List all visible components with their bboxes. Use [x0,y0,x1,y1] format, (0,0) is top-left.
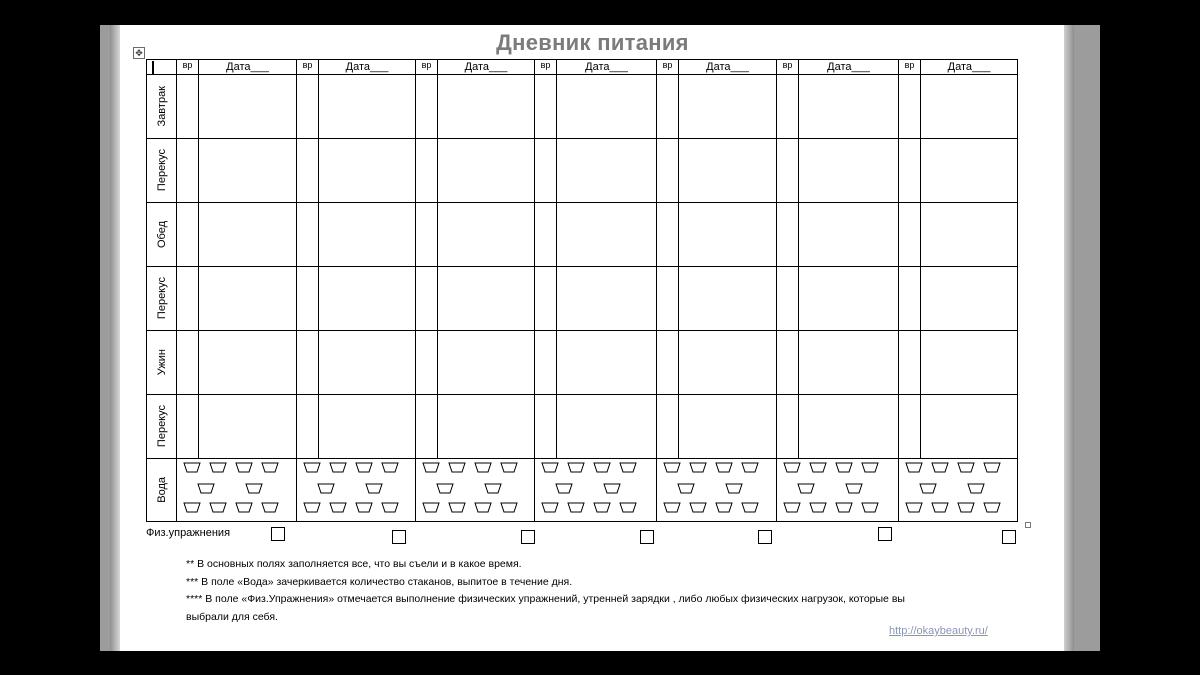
note-line: *** В поле «Вода» зачеркивается количество стаканов, выпитое в течение дня. [186,575,573,588]
time-cell[interactable] [777,75,799,139]
water-glass-icon[interactable] [663,502,681,513]
time-cell[interactable] [657,203,679,267]
table-move-handle-icon[interactable]: ✥ [133,47,145,59]
meal-entry-cell[interactable] [199,203,297,267]
water-glass-icon[interactable] [741,462,759,473]
meal-entry-cell[interactable] [679,267,777,331]
row-label-cell [147,139,177,203]
time-cell[interactable] [297,267,319,331]
time-cell[interactable] [535,331,557,395]
table-resize-handle[interactable] [1025,522,1031,528]
meal-entry-cell[interactable] [679,331,777,395]
water-glass-icon[interactable] [500,462,518,473]
exercise-checkbox[interactable] [271,527,285,541]
meal-entry-cell[interactable] [921,203,1018,267]
water-glass-icon[interactable] [261,462,279,473]
time-cell[interactable] [777,267,799,331]
meal-entry-cell[interactable] [921,139,1018,203]
time-cell[interactable] [657,395,679,459]
water-cell[interactable] [416,459,535,522]
time-cell[interactable] [535,139,557,203]
water-glass-icon[interactable] [797,483,815,494]
water-glass-icon[interactable] [474,462,492,473]
meal-row [147,139,1018,203]
meal-entry-cell[interactable] [799,203,899,267]
time-cell[interactable] [416,267,438,331]
meal-entry-cell[interactable] [557,139,657,203]
meal-entry-cell[interactable] [799,395,899,459]
date-label: Дата___ [345,61,389,73]
time-cell[interactable] [657,75,679,139]
date-header-cell[interactable] [557,60,657,75]
time-cell[interactable] [416,395,438,459]
website-link[interactable]: http://okaybeauty.ru/ [889,625,988,637]
meal-entry-cell[interactable] [319,75,416,139]
water-glass-icon[interactable] [835,462,853,473]
diary-table[interactable] [146,59,1018,522]
water-glass-icon[interactable] [919,483,937,494]
water-glass-icon[interactable] [619,502,637,513]
meal-entry-cell[interactable] [319,203,416,267]
meal-row [147,267,1018,331]
water-glass-icon[interactable] [931,502,949,513]
date-label: Дата___ [585,61,628,73]
note-line: **** В поле «Физ.Упражнения» отмечается выполнение физических упражнений, утренней зарядки , либо любых физических нагрузок, которые вы [186,593,905,605]
water-glass-icon[interactable] [541,462,559,473]
date-label: Дата___ [226,61,269,73]
meal-entry-cell[interactable] [679,75,777,139]
time-cell[interactable] [777,203,799,267]
meal-label: Завтрак [155,86,168,127]
water-glass-icon[interactable] [355,502,373,513]
time-cell[interactable] [535,75,557,139]
water-glass-icon[interactable] [209,462,227,473]
water-glass-icon[interactable] [555,483,573,494]
water-cell[interactable] [297,459,416,522]
time-cell[interactable] [899,139,921,203]
meal-entry-cell[interactable] [557,395,657,459]
water-glass-icon[interactable] [957,502,975,513]
water-glass-icon[interactable] [303,462,321,473]
water-glass-icon[interactable] [663,462,681,473]
date-header-cell[interactable] [679,60,777,75]
meal-label: Перекус [155,405,168,448]
water-glass-icon[interactable] [957,462,975,473]
meal-row [147,75,1018,139]
time-header-cell[interactable]: вр [899,60,921,75]
meal-entry-cell[interactable] [438,331,535,395]
meal-entry-cell[interactable] [438,75,535,139]
meal-entry-cell[interactable] [799,139,899,203]
time-cell[interactable] [416,331,438,395]
row-label-cell [147,395,177,459]
time-cell[interactable] [899,203,921,267]
table-corner-cell[interactable] [147,60,177,75]
water-glass-icon[interactable] [783,502,801,513]
exercise-checkbox[interactable] [521,530,535,544]
water-glass-icon[interactable] [593,462,611,473]
water-glass-icon[interactable] [741,502,759,513]
text-cursor-icon [152,61,154,74]
water-glass-icon[interactable] [448,462,466,473]
water-glass-icon[interactable] [541,502,559,513]
time-cell[interactable] [177,267,199,331]
time-cell[interactable] [297,395,319,459]
time-cell[interactable] [297,331,319,395]
time-cell[interactable] [297,75,319,139]
exercise-label: Физ.упражнения [146,527,231,539]
meal-entry-cell[interactable] [199,139,297,203]
water-glass-icon[interactable] [261,502,279,513]
notes-block [186,556,905,626]
meal-label: Ужин [155,349,168,376]
meal-entry-cell[interactable] [557,331,657,395]
water-glass-icon[interactable] [861,462,879,473]
water-row [147,459,1018,522]
exercise-checkbox[interactable] [758,530,772,544]
water-glass-icon[interactable] [861,502,879,513]
page-shadow-left [110,25,120,651]
meal-entry-cell[interactable] [438,395,535,459]
date-label: Дата___ [827,61,870,73]
meal-entry-cell[interactable] [921,331,1018,395]
time-cell[interactable] [177,139,199,203]
time-header-cell[interactable]: вр [297,60,319,75]
water-glass-icon[interactable] [809,502,827,513]
water-glass-icon[interactable] [365,483,383,494]
time-cell[interactable] [177,395,199,459]
water-glass-icon[interactable] [725,483,743,494]
water-glass-icon[interactable] [809,462,827,473]
time-cell[interactable] [899,331,921,395]
meal-entry-cell[interactable] [921,395,1018,459]
water-glass-icon[interactable] [183,462,201,473]
water-glass-icon[interactable] [783,462,801,473]
meal-entry-cell[interactable] [319,139,416,203]
time-header-cell[interactable]: вр [777,60,799,75]
meal-entry-cell[interactable] [438,139,535,203]
header-row [147,60,1018,75]
meal-label: Перекус [155,277,168,320]
meal-entry-cell[interactable] [319,331,416,395]
time-header-cell[interactable]: вр [177,60,199,75]
water-glass-icon[interactable] [209,502,227,513]
date-header-cell[interactable] [921,60,1018,75]
water-glass-icon[interactable] [197,483,215,494]
date-label: Дата___ [947,61,991,73]
water-glass-icon[interactable] [381,462,399,473]
meal-label: Обед [155,220,168,249]
water-glass-icon[interactable] [845,483,863,494]
water-glass-icon[interactable] [329,462,347,473]
meal-entry-cell[interactable] [557,203,657,267]
time-cell[interactable] [297,139,319,203]
row-label-cell [147,331,177,395]
water-glass-icon[interactable] [689,462,707,473]
water-glass-icon[interactable] [983,462,1001,473]
meal-entry-cell[interactable] [921,75,1018,139]
meal-entry-cell[interactable] [679,395,777,459]
water-glass-icon[interactable] [355,462,373,473]
water-glass-icon[interactable] [931,462,949,473]
water-glass-icon[interactable] [567,502,585,513]
time-cell[interactable] [177,75,199,139]
meal-entry-cell[interactable] [557,75,657,139]
exercise-checkbox[interactable] [1002,530,1016,544]
meal-entry-cell[interactable] [199,395,297,459]
meal-entry-cell[interactable] [199,331,297,395]
water-glass-icon[interactable] [500,502,518,513]
water-glass-icon[interactable] [235,462,253,473]
date-header-cell[interactable] [799,60,899,75]
time-cell[interactable] [777,331,799,395]
meal-entry-cell[interactable] [319,267,416,331]
time-cell[interactable] [535,395,557,459]
time-cell[interactable] [657,331,679,395]
time-header-cell[interactable]: вр [535,60,557,75]
water-glass-icon[interactable] [422,502,440,513]
meal-entry-cell[interactable] [799,331,899,395]
water-glass-icon[interactable] [245,483,263,494]
meal-entry-cell[interactable] [921,267,1018,331]
time-cell[interactable] [777,139,799,203]
water-glass-icon[interactable] [835,502,853,513]
meal-entry-cell[interactable] [679,203,777,267]
water-glass-icon[interactable] [593,502,611,513]
meal-label: Перекус [155,149,168,192]
water-glass-icon[interactable] [474,502,492,513]
row-label-cell [147,203,177,267]
page-title: Дневник питания [496,30,689,55]
time-cell[interactable] [177,203,199,267]
water-cell[interactable] [535,459,657,522]
exercise-checkbox[interactable] [878,527,892,541]
time-cell[interactable] [899,395,921,459]
time-cell[interactable] [657,267,679,331]
date-header-cell[interactable] [199,60,297,75]
time-cell[interactable] [657,139,679,203]
meal-entry-cell[interactable] [438,203,535,267]
time-cell[interactable] [416,139,438,203]
time-cell[interactable] [416,75,438,139]
water-glass-icon[interactable] [235,502,253,513]
meal-entry-cell[interactable] [557,267,657,331]
water-glass-icon[interactable] [183,502,201,513]
water-cell[interactable] [899,459,1018,522]
note-line: выбрали для себя. [186,610,278,623]
meal-entry-cell[interactable] [799,75,899,139]
water-glass-icon[interactable] [329,502,347,513]
time-cell[interactable] [899,267,921,331]
water-glass-icon[interactable] [715,502,733,513]
date-label: Дата___ [464,61,508,73]
water-glass-icon[interactable] [448,502,466,513]
time-cell[interactable] [297,203,319,267]
meal-row [147,395,1018,459]
exercise-checkbox[interactable] [640,530,654,544]
water-cell[interactable] [177,459,297,522]
meal-entry-cell[interactable] [438,267,535,331]
time-cell[interactable] [535,267,557,331]
date-label: Дата___ [706,61,749,73]
note-line: ** В основных полях заполняется все, что вы съели и в какое время. [186,558,522,570]
water-glass-icon[interactable] [677,483,695,494]
water-glass-icon[interactable] [603,483,621,494]
water-glass-icon[interactable] [967,483,985,494]
water-glass-icon[interactable] [567,462,585,473]
meal-row [147,331,1018,395]
meal-entry-cell[interactable] [319,395,416,459]
water-cell[interactable] [657,459,777,522]
water-glass-icon[interactable] [317,483,335,494]
water-glass-icon[interactable] [436,483,454,494]
time-cell[interactable] [899,75,921,139]
water-glass-icon[interactable] [484,483,502,494]
time-header-cell[interactable]: вр [657,60,679,75]
water-glass-icon[interactable] [905,462,923,473]
water-glass-icon[interactable] [905,502,923,513]
water-cell[interactable] [777,459,899,522]
time-cell[interactable] [416,203,438,267]
meal-entry-cell[interactable] [199,75,297,139]
meal-entry-cell[interactable] [679,139,777,203]
meal-entry-cell[interactable] [199,267,297,331]
water-glass-icon[interactable] [303,502,321,513]
time-cell[interactable] [177,331,199,395]
meal-row [147,203,1018,267]
water-glass-icon[interactable] [422,462,440,473]
meal-entry-cell[interactable] [799,267,899,331]
water-glass-icon[interactable] [715,462,733,473]
time-cell[interactable] [777,395,799,459]
water-glass-icon[interactable] [619,462,637,473]
date-header-cell[interactable] [319,60,416,75]
exercise-checkbox[interactable] [392,530,406,544]
water-glass-icon[interactable] [689,502,707,513]
water-glass-icon[interactable] [983,502,1001,513]
page-shadow-right [1064,25,1074,651]
date-header-cell[interactable] [438,60,535,75]
time-header-cell[interactable]: вр [416,60,438,75]
water-label: Вода [155,477,168,503]
row-label-cell [147,267,177,331]
time-cell[interactable] [535,203,557,267]
row-label-cell [147,459,177,522]
water-glass-icon[interactable] [381,502,399,513]
row-label-cell [147,75,177,139]
